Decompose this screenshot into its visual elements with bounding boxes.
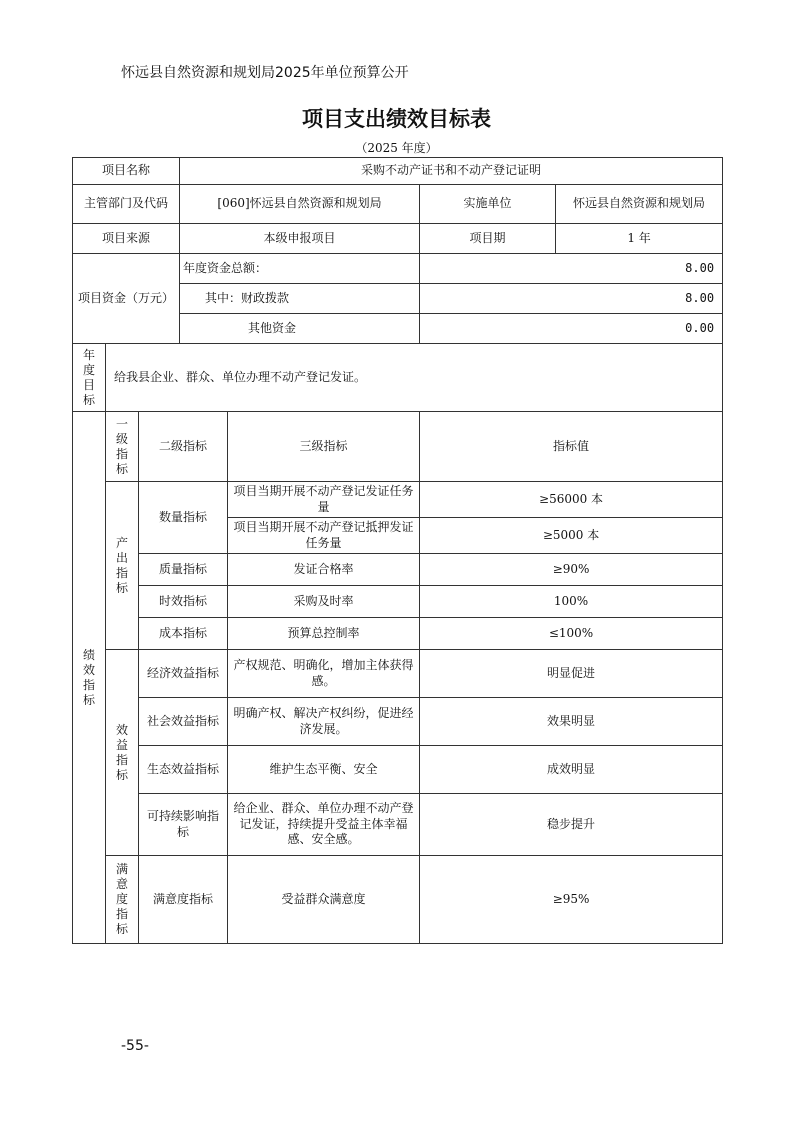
economic-value: 明显促进 [420, 650, 723, 698]
value-project-name: 采购不动产证书和不动产登记证明 [180, 158, 723, 185]
value-period: 1 年 [556, 224, 723, 254]
label-perf: 绩 效 指 标 [73, 412, 106, 944]
cost-value: ≤100% [420, 618, 723, 650]
ecological-name: 维护生态平衡、安全 [228, 746, 420, 794]
label-funds-fiscal: 其中：财政拨款 [180, 284, 420, 314]
quality-name: 发证合格率 [228, 554, 420, 586]
label-benefit: 效 益 指 标 [106, 650, 139, 856]
header-lvl3: 三级指标 [228, 412, 420, 482]
quantity-value-1: ≥56000 本 [420, 482, 723, 518]
label-impl-unit: 实施单位 [420, 185, 556, 224]
label-output: 产 出 指 标 [106, 482, 139, 650]
satisfaction-value: ≥95% [420, 856, 723, 944]
quality-value: ≥90% [420, 554, 723, 586]
value-impl-unit: 怀远县自然资源和规划局 [556, 185, 723, 224]
label-satisfaction: 满 意 度 指 标 [106, 856, 139, 944]
label-economic: 经济效益指标 [139, 650, 228, 698]
quantity-name-1: 项目当期开展不动产登记发证任务量 [228, 482, 420, 518]
label-sustainable: 可持续影响指标 [139, 794, 228, 856]
quantity-name-2: 项目当期开展不动产登记抵押发证任务量 [228, 518, 420, 554]
label-funds-total: 年度资金总额： [180, 254, 420, 284]
label-quality: 质量指标 [139, 554, 228, 586]
header-lvl2: 二级指标 [139, 412, 228, 482]
ecological-value: 成效明显 [420, 746, 723, 794]
label-project-name: 项目名称 [73, 158, 180, 185]
social-value: 效果明显 [420, 698, 723, 746]
quantity-value-2: ≥5000 本 [420, 518, 723, 554]
social-name: 明确产权、解决产权纠纷，促进经济发展。 [228, 698, 420, 746]
timeliness-value: 100% [420, 586, 723, 618]
label-cost: 成本指标 [139, 618, 228, 650]
label-satisfaction-row: 满意度指标 [139, 856, 228, 944]
report-header: 怀远县自然资源和规划局2025年单位预算公开 [121, 65, 409, 81]
sustainable-value: 稳步提升 [420, 794, 723, 856]
label-quantity: 数量指标 [139, 482, 228, 554]
budget-year: （2025 年度） [355, 141, 438, 155]
value-funds-fiscal: 8.00 [420, 284, 723, 314]
value-annual-goal: 给我县企业、群众、单位办理不动产登记发证。 [106, 344, 723, 412]
timeliness-name: 采购及时率 [228, 586, 420, 618]
label-funds: 项目资金（万元） [73, 254, 180, 344]
label-funds-other: 其他资金 [180, 314, 420, 344]
cost-name: 预算总控制率 [228, 618, 420, 650]
label-social: 社会效益指标 [139, 698, 228, 746]
label-ecological: 生态效益指标 [139, 746, 228, 794]
page-number: -55- [121, 1038, 149, 1054]
label-source: 项目来源 [73, 224, 180, 254]
value-dept: [060]怀远县自然资源和规划局 [180, 185, 420, 224]
header-lvl1: 一 级 指 标 [106, 412, 139, 482]
value-funds-other: 0.00 [420, 314, 723, 344]
performance-table [72, 157, 723, 944]
value-funds-total: 8.00 [420, 254, 723, 284]
label-dept: 主管部门及代码 [73, 185, 180, 224]
sustainable-name: 给企业、群众、单位办理不动产登记发证，持续提升受益主体幸福感、安全感。 [228, 794, 420, 856]
label-period: 项目期 [420, 224, 556, 254]
label-timeliness: 时效指标 [139, 586, 228, 618]
value-source: 本级申报项目 [180, 224, 420, 254]
economic-name: 产权规范、明确化，增加主体获得感。 [228, 650, 420, 698]
table-title: 项目支出绩效目标表 [302, 107, 491, 131]
satisfaction-name: 受益群众满意度 [228, 856, 420, 944]
header-value: 指标值 [420, 412, 723, 482]
label-annual-goal: 年 度 目 标 [73, 344, 106, 412]
